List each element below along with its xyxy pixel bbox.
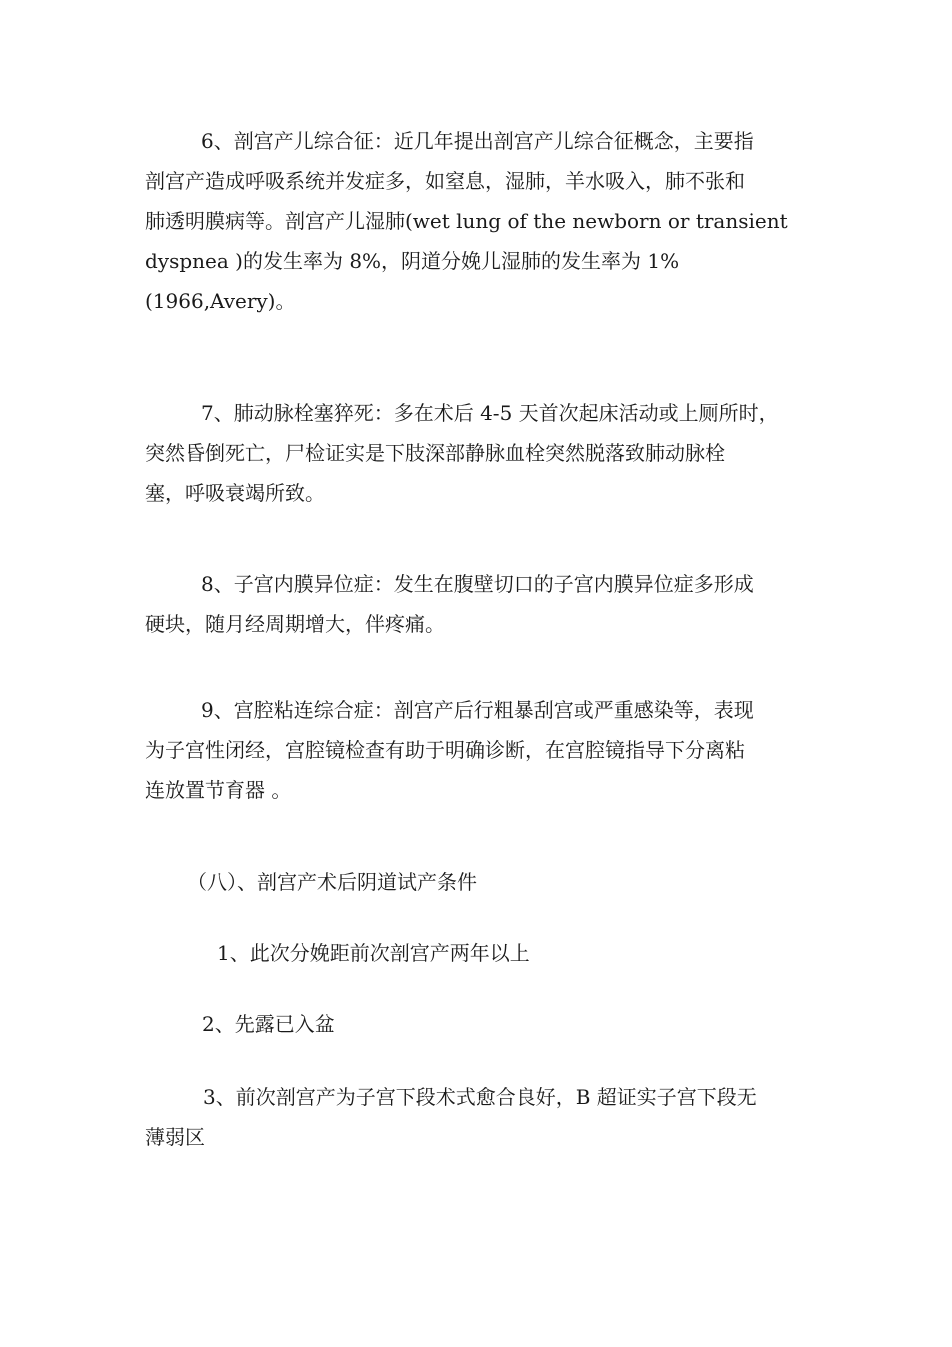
paragraph-line: 6、剖宫产儿综合征：近几年提出剖宫产儿综合征概念，主要指 (201, 129, 754, 153)
list-item-continuation: 薄弱区 (145, 1125, 205, 1149)
paragraph-line: 连放置节育器 。 (145, 778, 292, 802)
paragraph-line: 7、肺动脉栓塞猝死：多在术后 4-5 天首次起床活动或上厕所时， (201, 401, 779, 425)
list-item: 1、此次分娩距前次剖宫产两年以上 (217, 941, 530, 965)
paragraph-7-pulmonary-embolism (145, 393, 813, 513)
list-item: 2、先露已入盆 (202, 1012, 335, 1036)
paragraph-line: (1966,Avery)。 (145, 289, 296, 313)
paragraph-6-cesarean-infant-syndrome (145, 121, 813, 321)
paragraph-line: 硬块，随月经周期增大，伴疼痛。 (145, 612, 445, 636)
paragraph-9-intrauterine-adhesion (145, 690, 813, 810)
paragraph-line: 为子宫性闭经，宫腔镜检查有助于明确诊断，在宫腔镜指导下分离粘 (145, 738, 745, 762)
paragraph-line: 8、子宫内膜异位症：发生在腹壁切口的子宫内膜异位症多形成 (201, 572, 754, 596)
paragraph-line: dyspnea )的发生率为 8%，阴道分娩儿湿肺的发生率为 1% (145, 249, 680, 273)
paragraph-8-endometriosis (145, 564, 813, 644)
condition-item-3 (145, 1077, 813, 1157)
paragraph-line: 9、宫腔粘连综合症：剖宫产后行粗暴刮宫或严重感染等，表现 (201, 698, 754, 722)
paragraph-line: 塞，呼吸衰竭所致。 (145, 481, 325, 505)
condition-item-1 (145, 933, 813, 973)
section-8-heading (145, 862, 813, 902)
paragraph-line: 肺透明膜病等。剖宫产儿湿肺(wet lung of the newborn or transient (145, 209, 788, 233)
paragraph-line: 剖宫产造成呼吸系统并发症多，如窒息，湿肺，羊水吸入，肺不张和 (145, 169, 745, 193)
paragraph-line: 突然昏倒死亡，尸检证实是下肢深部静脉血栓突然脱落致肺动脉栓 (145, 441, 725, 465)
condition-item-2 (145, 1004, 813, 1044)
list-item: 3、前次剖宫产为子宫下段术式愈合良好，B 超证实子宫下段无 (203, 1085, 757, 1109)
section-heading: （八）、剖宫产术后阴道试产条件 (187, 870, 477, 894)
